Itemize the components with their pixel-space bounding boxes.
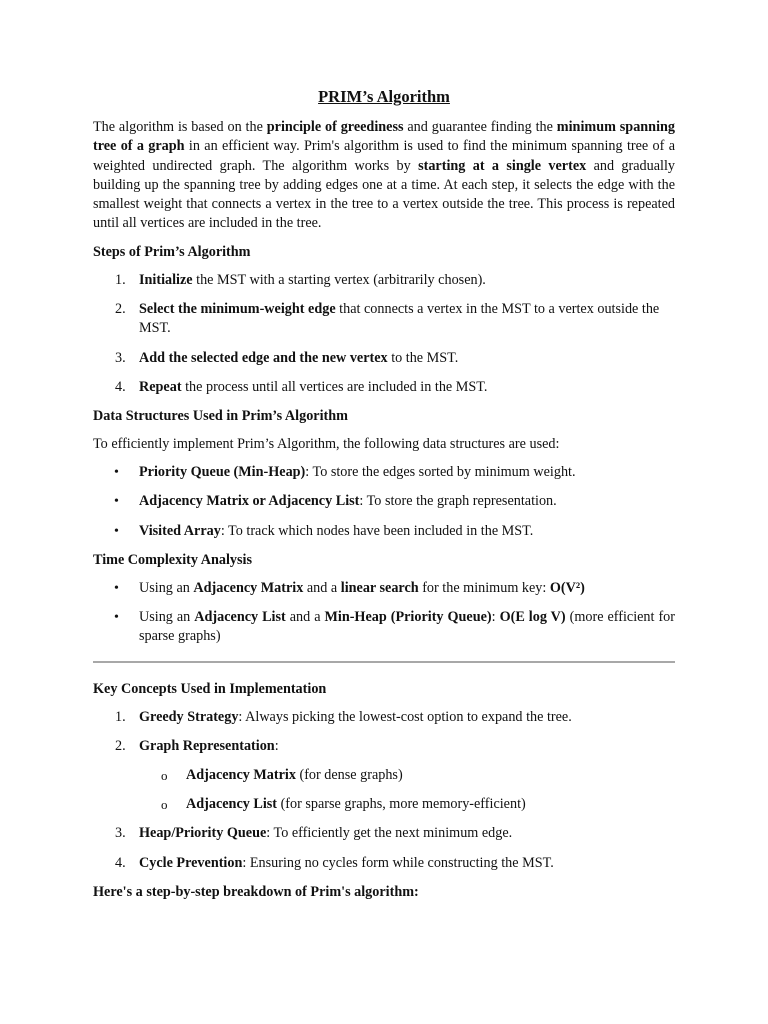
item-text: the process until all vertices are included in the MST.: [181, 378, 488, 395]
data-structures-heading: Data Structures Used in Prim’s Algorithm: [93, 407, 348, 424]
data-structures-intro: To efficiently implement Prim’s Algorithm, the following data structures are used:: [93, 436, 560, 453]
horizontal-divider: [93, 661, 675, 663]
list-item: [93, 608, 675, 647]
item-bold-text: Select the minimum-weight edge: [139, 301, 336, 318]
item-bold-text: Repeat: [139, 378, 182, 395]
item-text: : Ensuring no cycles form while constructing the MST.: [242, 854, 554, 871]
breakdown-heading: Here's a step-by-step breakdown of Prim's algorithm:: [93, 883, 419, 900]
list-item: [93, 579, 675, 598]
item-bold-text: Min-Heap (Priority Queue): [324, 609, 492, 626]
intro-bold-text: minimum spanning tree of a graph: [93, 119, 675, 155]
item-bold-text: O(E log V): [499, 609, 566, 626]
item-bold-text: Priority Queue (Min-Heap): [139, 464, 306, 481]
list-item: [93, 463, 675, 482]
list-item: [93, 522, 675, 541]
list-item: [93, 271, 675, 290]
list-item: [93, 737, 675, 815]
bullet-icon: •: [114, 494, 119, 510]
intro-bold-text: principle of greediness: [266, 119, 404, 135]
list-item: [93, 492, 675, 511]
bullet-icon: •: [114, 523, 119, 539]
data-structures-list: [93, 463, 675, 540]
list-item: [93, 708, 675, 727]
item-text: : To store the graph representation.: [359, 493, 557, 510]
item-text: that connects a vertex in the MST to a vertex outside the MST.: [139, 301, 660, 337]
intro-text: and gradually building up the spanning tree by adding edges one at a time. At each step, it selects the edge with the smallest weight that connects a vertex in the tree to a vertex outside the tree. This process is repeated until all vertices are included in the tree.: [93, 157, 675, 232]
steps-heading: Steps of Prim’s Algorithm: [93, 243, 251, 260]
intro-text: and guarantee finding the: [403, 119, 557, 135]
item-number: 3.: [115, 349, 126, 366]
list-item: [93, 824, 675, 843]
sub-list-item: [139, 766, 675, 785]
page-title: PRIM’s Algorithm: [318, 87, 450, 106]
item-text: : To store the edges sorted by minimum weight.: [305, 464, 576, 481]
item-number: 4.: [115, 378, 126, 395]
item-bold-text: Adjacency List: [186, 796, 278, 813]
item-text: the MST with a starting vertex (arbitrarily chosen).: [192, 272, 486, 289]
item-bold-text: Adjacency Matrix: [193, 579, 304, 596]
item-text: : To efficiently get the next minimum edge.: [266, 825, 513, 842]
item-number: 2.: [115, 738, 126, 754]
item-bold-text: Add the selected edge and the new vertex: [139, 349, 388, 366]
item-text: and a: [285, 609, 325, 626]
intro-text: The algorithm is based on the: [93, 119, 267, 135]
intro-paragraph: [93, 118, 675, 234]
item-number: 4.: [115, 854, 126, 871]
item-bold-text: Adjacency Matrix or Adjacency List: [139, 493, 360, 510]
item-text: (for sparse graphs, more memory-efficient): [277, 796, 526, 813]
list-item: [93, 300, 675, 339]
item-text: : To track which nodes have been included in the MST.: [220, 522, 534, 539]
bullet-icon: •: [114, 465, 119, 481]
item-text: to the MST.: [387, 349, 459, 366]
sub-list-item: [139, 795, 675, 814]
circle-bullet-icon: o: [161, 768, 168, 784]
item-bold-text: Initialize: [139, 272, 193, 289]
item-bold-text: Adjacency List: [194, 609, 286, 626]
item-text: Using an: [139, 609, 195, 626]
key-concepts-heading: Key Concepts Used in Implementation: [93, 680, 327, 697]
bullet-icon: •: [114, 610, 119, 626]
item-text: :: [274, 738, 279, 754]
item-text: for the minimum key:: [418, 579, 550, 596]
intro-text: in an efficient way. Prim's algorithm is used to find the minimum spanning tree of a weighted undirected graph. The algorithm works by: [93, 138, 675, 174]
steps-list: [93, 271, 675, 397]
item-text: Using an: [139, 579, 194, 596]
intro-bold-text: starting at a single vertex: [418, 157, 587, 174]
circle-bullet-icon: o: [161, 797, 168, 813]
graph-representation-sublist: [139, 766, 675, 814]
item-bold-text: Adjacency Matrix: [186, 767, 296, 784]
list-item: [93, 378, 675, 397]
bullet-icon: •: [114, 580, 119, 596]
item-bold-text: linear search: [340, 579, 419, 596]
item-bold-text: Greedy Strategy: [139, 708, 239, 725]
item-bold-text: Visited Array: [139, 522, 221, 539]
item-number: 2.: [115, 301, 126, 318]
item-text: (more efficient for sparse graphs): [139, 609, 675, 645]
item-bold-text: Heap/Priority Queue: [139, 825, 267, 842]
item-bold-text: Graph Representation: [139, 738, 275, 754]
key-concepts-list: [93, 708, 675, 873]
item-number: 3.: [115, 825, 126, 842]
item-bold-text: Cycle Prevention: [139, 854, 243, 871]
list-item: [93, 349, 675, 368]
item-text: : Always picking the lowest-cost option to expand the tree.: [238, 708, 572, 725]
time-complexity-heading: Time Complexity Analysis: [93, 551, 252, 568]
item-number: 1.: [115, 708, 126, 725]
item-text: and a: [303, 579, 341, 596]
list-item: [93, 854, 675, 873]
item-bold-text: O(V²): [549, 579, 585, 596]
item-text: :: [491, 609, 500, 626]
item-number: 1.: [115, 272, 126, 289]
item-text: (for dense graphs): [295, 767, 403, 784]
complexity-list: [93, 579, 675, 647]
